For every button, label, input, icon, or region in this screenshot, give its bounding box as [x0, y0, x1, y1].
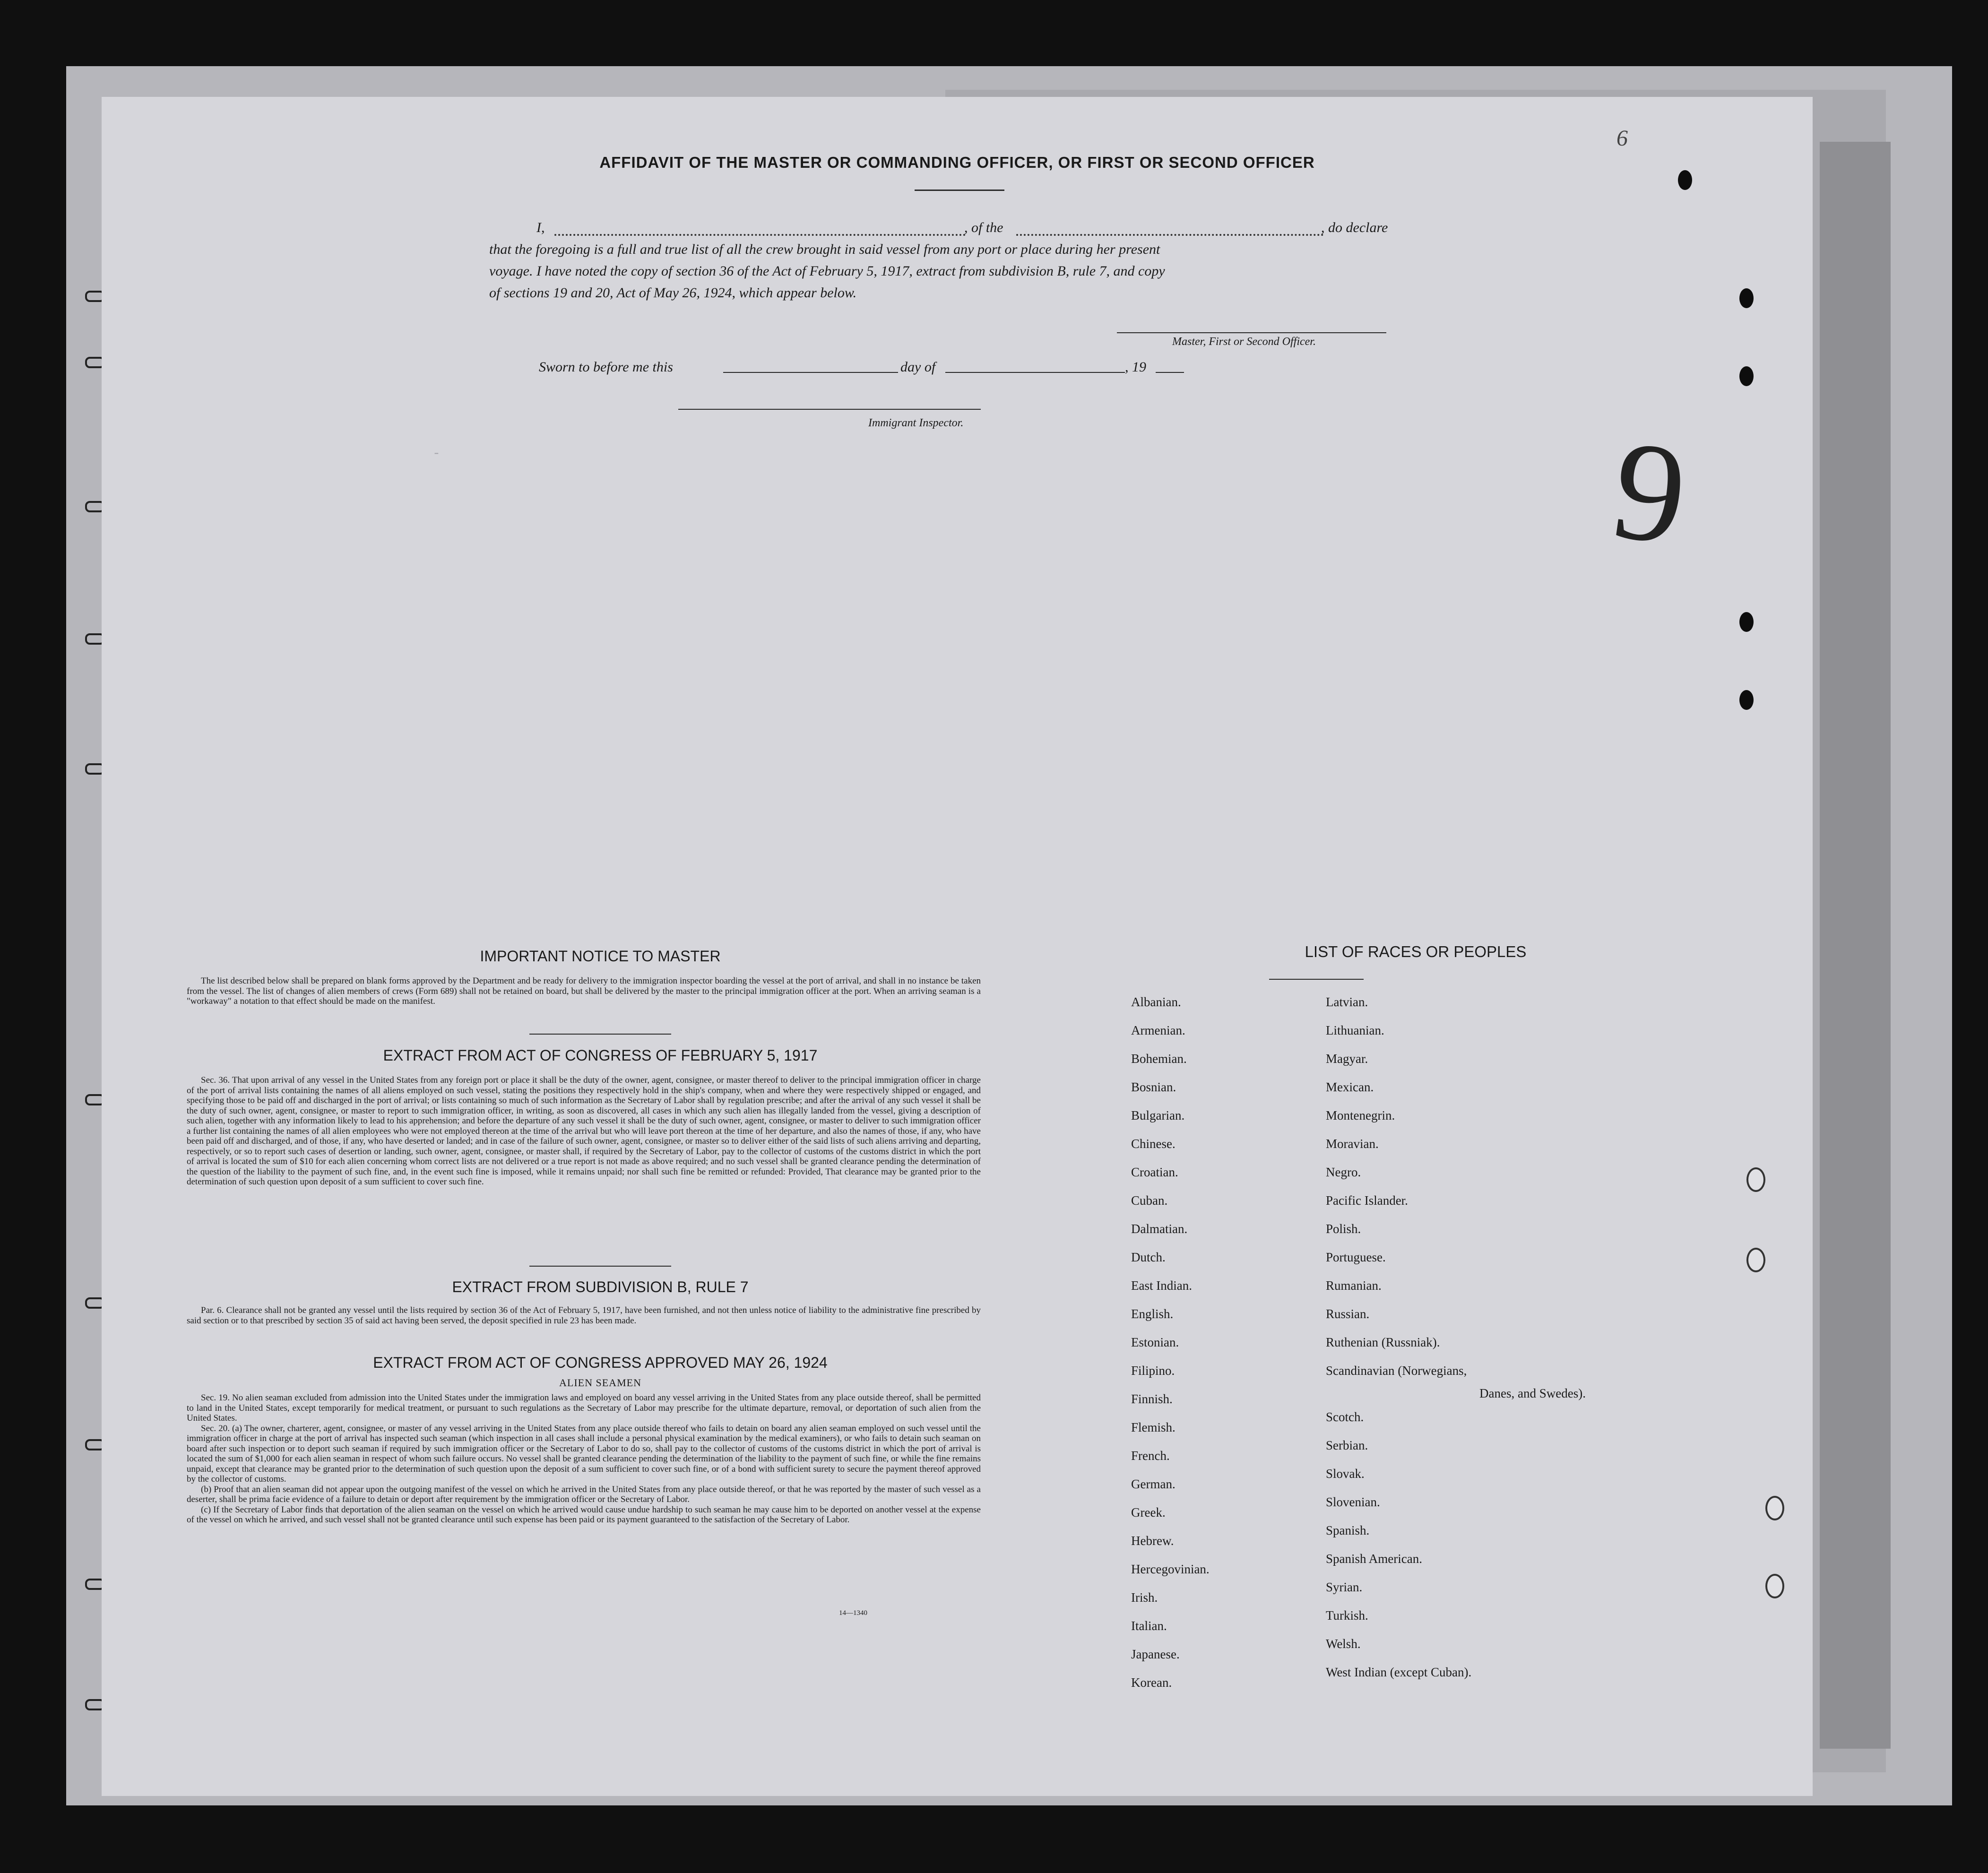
race-item: Bohemian.	[1131, 1052, 1187, 1066]
extract-rule7-title: EXTRACT FROM SUBDIVISION B, RULE 7	[452, 1278, 749, 1295]
extract-1924-title: EXTRACT FROM ACT OF CONGRESS APPROVED MAY 26, 1924	[373, 1354, 828, 1371]
race-item: Armenian.	[1131, 1023, 1185, 1037]
section-20c-text: (c) If the Secretary of Labor finds that deportation of the alien seaman on the vessel on which he arrived would cause undue hardship to such seaman he may cause him to be deported on another vessel at the expense of the vessel on which he arrived, and such vessel shall not be granted clearance until such expense has been paid or its payment guaranteed to the satisfaction of the Secretary of Labor.	[187, 1504, 981, 1525]
race-item: Negro.	[1326, 1165, 1361, 1179]
race-item: Moravian.	[1326, 1137, 1379, 1151]
vessel-field[interactable]	[1016, 234, 1323, 236]
race-item: Bulgarian.	[1131, 1108, 1185, 1122]
race-item: East Indian.	[1131, 1278, 1192, 1293]
race-item: Hebrew.	[1131, 1534, 1174, 1548]
print-code: 14—1340	[839, 1609, 867, 1617]
race-item: Dutch.	[1131, 1250, 1166, 1264]
race-item: Welsh.	[1326, 1637, 1361, 1651]
punch-hole	[1739, 612, 1754, 632]
race-item: Scandinavian (Norwegians,	[1326, 1364, 1467, 1378]
master-signature-line[interactable]	[1117, 332, 1386, 333]
race-item: Irish.	[1131, 1590, 1158, 1605]
race-item: Serbian.	[1326, 1438, 1368, 1452]
show-through-text: -	[432, 447, 441, 461]
section-19-text: Sec. 19. No alien seaman excluded from admission into the United States under the immigration laws and employed on board any vessel arriving in the United States from any place outside thereof, shall be permitted to land in the United States, except temporarily for medical treatment, or pursuant to such regulations as the Secretary of Labor may prescribe for the ultimate departure, removal, or deportation of such alien from the United States.	[187, 1393, 981, 1423]
affidavit-do-declare: , do declare	[1321, 220, 1388, 235]
race-item: Slovenian.	[1326, 1495, 1380, 1509]
race-item: Scotch.	[1326, 1410, 1364, 1424]
race-item: Lithuanian.	[1326, 1023, 1384, 1037]
extract-1924-subtitle: ALIEN SEAMEN	[559, 1377, 641, 1389]
affidavit-line-3: of sections 19 and 20, Act of May 26, 1924, which appear below.	[489, 285, 857, 301]
race-item: Greek.	[1131, 1505, 1166, 1519]
punch-hole-ring	[1765, 1574, 1784, 1598]
race-item: Mexican.	[1326, 1080, 1374, 1094]
master-signature-caption: Master, First or Second Officer.	[1172, 336, 1316, 348]
punch-hole-ring	[1765, 1496, 1784, 1520]
race-item: Filipino.	[1131, 1364, 1175, 1378]
race-item: Japanese.	[1131, 1647, 1180, 1661]
race-item: Syrian.	[1326, 1580, 1363, 1594]
handwritten-corner-mark: 6	[1616, 126, 1628, 151]
extract-1917-title: EXTRACT FROM ACT OF CONGRESS OF FEBRUARY 5, 1917	[383, 1047, 818, 1064]
punch-hole	[1739, 366, 1754, 386]
race-item: Turkish.	[1326, 1608, 1368, 1623]
race-item: Finnish.	[1131, 1392, 1173, 1406]
affidavit-line-2: voyage. I have noted the copy of section 36 of the Act of February 5, 1917, extract from subdivision B, rule 7, and copy	[489, 263, 1165, 279]
race-item: Flemish.	[1131, 1420, 1176, 1434]
race-item: Hercegovinian.	[1131, 1562, 1210, 1576]
race-item: English.	[1131, 1307, 1174, 1321]
section-rule	[529, 1266, 671, 1267]
race-item: Ruthenian (Russniak).	[1326, 1335, 1440, 1349]
notice-title: IMPORTANT NOTICE TO MASTER	[480, 948, 721, 965]
extract-1917-text: Sec. 36. That upon arrival of any vessel in the United States from any foreign port or place it shall be the duty of the owner, agent, consignee, or master thereof to deliver to the principal immigration officer in charge of the port of arrival lists containing the names of all aliens employed on such vessel, stating the positions they respectively hold in the ship's company, when and where they were respectively shipped or engaged, and specifying those to be paid off and discharged in the port of arrival; or lists containing so much of such information as the Secretary of Labor shall by regulation prescribe; and after the arrival of any such vessel it shall be the duty of such owner, agent, consignee, or master to report to such immigration officer, in writing, as soon as discovered, all cases in which any such alien has illegally landed from the vessel, giving a description of such alien, together with any information likely to lead to his apprehension; and before the departure of any such vessel it shall be the duty of such owner, agent, consignee, or master to deliver to such immigration officer a further list containing the names of all alien employees who were not employed thereon at the time of the arrival but who will leave port thereon at the time of her departure, and also the names of those, if any, who have been paid off and discharged, and of those, if any, who have deserted or landed; and in case of the failure of such owner, agent, consignee, or master so to deliver either of the said lists of such aliens arriving and departing, respectively, or so to report such cases of desertion or landing, such owner, agent, consignee, or master shall, if required by the Secretary of Labor, pay to the collector of customs of the customs district in which the port of arrival is located the sum of $10 for each alien concerning whom correct lists are not delivered or a true report is not made as above required; and no such vessel shall be granted clearance pending the determination of the question of the liability to the payment of such fine, and, in the event such fine is imposed, while it remains unpaid; nor shall such fine be remitted or refunded: Provided, That clearance may be granted prior to the determination of such question upon deposit of a sum sufficient to cover such fine.	[187, 1075, 981, 1187]
race-item: Spanish American.	[1326, 1552, 1422, 1566]
affidavit-line-1: that the foregoing is a full and true list of all the crew brought in said vessel from any port or place during her present	[489, 242, 1160, 257]
race-item: Magyar.	[1326, 1052, 1368, 1066]
race-item: Italian.	[1131, 1619, 1167, 1633]
race-item: Slovak.	[1326, 1467, 1365, 1481]
races-title-rule	[1269, 979, 1364, 980]
race-item: Spanish.	[1326, 1523, 1370, 1537]
race-item: Portuguese.	[1326, 1250, 1386, 1264]
race-item: Estonian.	[1131, 1335, 1179, 1349]
sworn-year-field[interactable]	[1156, 372, 1184, 373]
race-item: Russian.	[1326, 1307, 1370, 1321]
race-item: Chinese.	[1131, 1137, 1176, 1151]
sworn-day-field[interactable]	[723, 372, 898, 373]
section-20b-text: (b) Proof that an alien seaman did not appear upon the outgoing manifest of the vessel on which he arrived in the United States from any place outside thereof, or that he was reported by the master of such vessel as a deserter, shall be prima facie evidence of a failure to detain or deport after requirement by the immigration officer or the Secretary of Labor.	[187, 1484, 981, 1504]
notice-text: The list described below shall be prepared on blank forms approved by the Department and be ready for delivery to the immigration inspector boarding the vessel at the port of arrival, and shall in no instance be taken from the vessel. The list of changes of alien members of crews (Form 689) shall not be retained on board, but shall be delivered by the master to the principal immigration officer at the port. When an arriving seaman is a "workaway" a notation to that effect should be made on the manifest.	[187, 976, 981, 1006]
race-item: Dalmatian.	[1131, 1222, 1188, 1236]
handwritten-page-number: 9	[1603, 410, 1696, 575]
extract-rule7-text: Par. 6. Clearance shall not be granted any vessel until the lists required by section 36 of the Act of February 5, 1917, have been furnished, and not then unless notice of liability to the administrative fine prescribed by said section or to that prescribed by section 35 of said act having been served, the deposit specified in rule 23 has been made.	[187, 1305, 981, 1326]
race-item: Rumanian.	[1326, 1278, 1382, 1293]
section-rule	[529, 1034, 671, 1035]
inspector-signature-line[interactable]	[678, 409, 981, 410]
race-item: Korean.	[1131, 1675, 1172, 1690]
punch-hole	[1739, 288, 1754, 308]
year-label: , 19	[1125, 359, 1146, 375]
form-page	[102, 97, 1813, 1796]
race-item: Croatian.	[1131, 1165, 1178, 1179]
affidavit-i-label: I,	[536, 220, 545, 235]
race-item: Montenegrin.	[1326, 1108, 1395, 1122]
punch-hole	[1739, 690, 1754, 710]
punch-hole	[1678, 170, 1692, 190]
race-item: West Indian (except Cuban).	[1326, 1665, 1472, 1679]
race-item: Albanian.	[1131, 995, 1181, 1009]
races-title: LIST OF RACES OR PEOPLES	[1305, 943, 1527, 960]
title-rule	[915, 190, 1004, 191]
punch-hole-ring	[1746, 1167, 1765, 1192]
punch-hole-ring	[1746, 1248, 1765, 1272]
day-of-label: day of	[900, 359, 936, 375]
race-item: Cuban.	[1131, 1193, 1168, 1208]
race-item: German.	[1131, 1477, 1176, 1491]
sworn-label: Sworn to before me this	[539, 359, 673, 375]
sheet-edge	[1820, 142, 1891, 1749]
race-item: Pacific Islander.	[1326, 1193, 1408, 1208]
race-item: Latvian.	[1326, 995, 1368, 1009]
race-item: Polish.	[1326, 1222, 1361, 1236]
race-item: French.	[1131, 1449, 1170, 1463]
sworn-month-field[interactable]	[945, 372, 1125, 373]
section-20a-text: Sec. 20. (a) The owner, charterer, agent, consignee, or master of any vessel arriving in the United States from any place outside thereof who fails to detain on board any alien seaman employed on such vessel until the immigration officer in charge at the port of arrival has inspected such seaman (which inspection in all cases shall include a personal physical examination by the medical examiners), or who fails to detain such seaman on board after such inspection or to deport such seaman if required by such immigration officer or the Secretary of Labor to do so, shall pay to the collector of customs of the customs district in which the port of arrival is located the sum of $1,000 for each alien seaman in respect of whom such failure occurs. No vessel shall be granted clearance pending the determination of the liability to the payment of such fine, or while the fine remains unpaid, except that clearance may be granted prior to the determination of such question upon the deposit of a sum sufficient to cover such fine, or of a bond with sufficient surety to secure the payment thereof approved by the collector of customs.	[187, 1423, 981, 1484]
name-field[interactable]	[554, 234, 966, 236]
affidavit-of-the-label: , of the	[964, 220, 1003, 235]
race-scandinavian-continued: Danes, and Swedes).	[1479, 1386, 1586, 1400]
race-item: Bosnian.	[1131, 1080, 1176, 1094]
inspector-caption: Immigrant Inspector.	[868, 417, 964, 429]
affidavit-title: AFFIDAVIT OF THE MASTER OR COMMANDING OFFICER, OR FIRST OR SECOND OFFICER	[599, 154, 1315, 171]
